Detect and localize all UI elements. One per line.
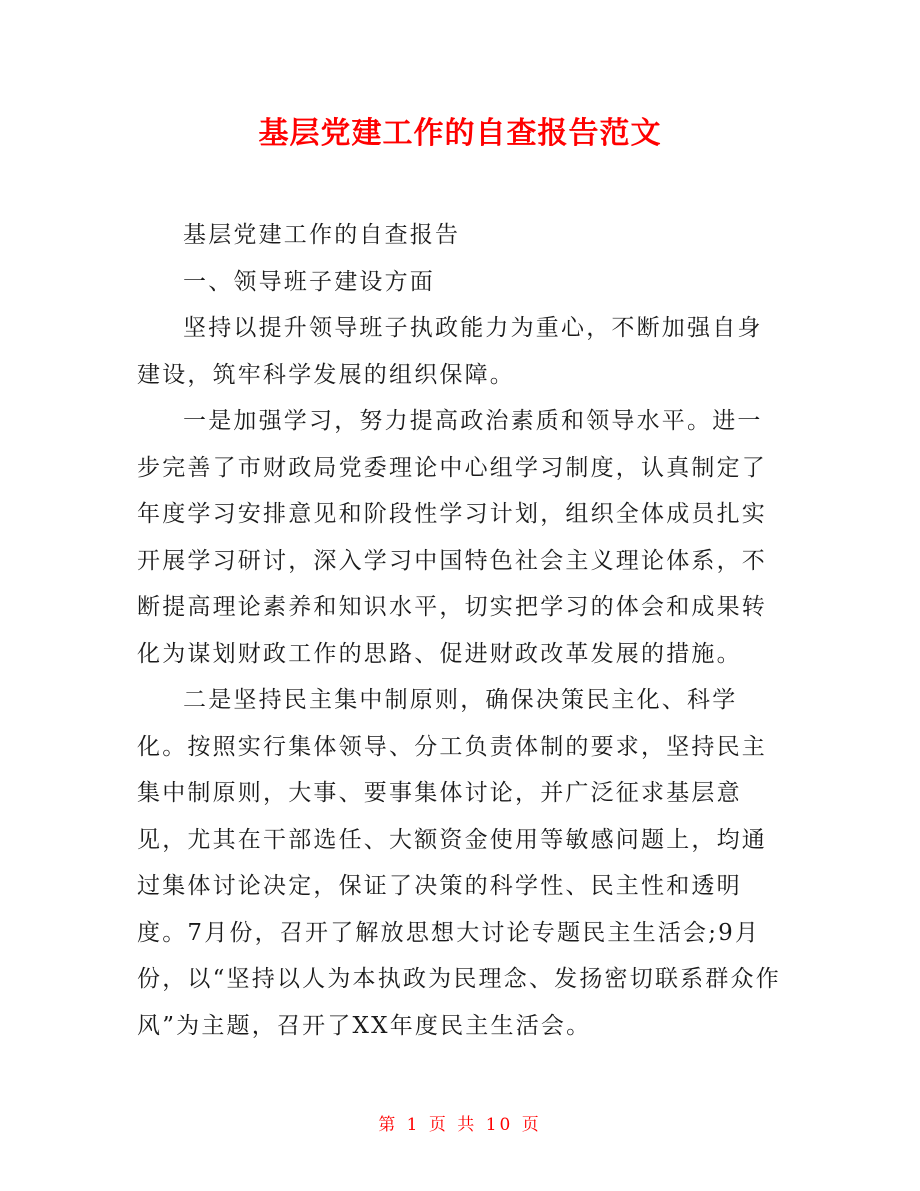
- paragraph-point-two: 二是坚持民主集中制原则，确保决策民主化、科学化。按照实行集体领导、分工负责体制的要求，坚持民主集中制原则，大事、要事集体讨论，并广泛征求基层意见，尤其在干部选任、大额资金使用等敏感问题上，均通过集体讨论决定，保证了决策的科学性、民主性和透明度。7月份，召开了解放思想大讨论专题民主生活会;9月份，以“坚持以人为本执政为民理念、发扬密切联系群众作风”为主题，召开了XX年度民主生活会。: [137, 687, 781, 1039]
- document-title: 基层党建工作的自查报告范文: [258, 116, 662, 151]
- paragraph-section-heading: 一、领导班子建设方面: [183, 268, 435, 295]
- document-body: [137, 212, 787, 1049]
- page-footer: [0, 1110, 920, 1140]
- paragraph-point-one: 一是加强学习，努力提高政治素质和领导水平。进一步完善了市财政局党委理论中心组学习制度，认真制定了年度学习安排意见和阶段性学习计划，组织全体成员扎实开展学习研讨，深入学习中国特色社会主义理论体系，不断提高理论素养和知识水平，切实把学习的体会和成果转化为谋划财政工作的思路、促进财政改革发展的措施。: [137, 408, 767, 667]
- footer-suffix: 页: [521, 1115, 542, 1135]
- footer-total-pages: 10: [485, 1115, 514, 1135]
- footer-prefix: 第: [378, 1115, 399, 1135]
- footer-middle: 页 共: [428, 1115, 478, 1135]
- paragraph-intro: 坚持以提升领导班子执政能力为重心，不断加强自身建设，筑牢科学发展的组织保障。: [137, 315, 763, 388]
- paragraph-subtitle: 基层党建工作的自查报告: [183, 222, 461, 248]
- footer-current-page: 1: [406, 1115, 421, 1135]
